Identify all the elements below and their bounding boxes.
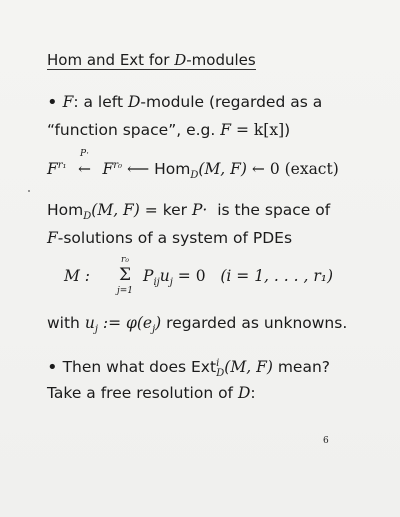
long-left-arrow-icon: ⟵ — [126, 160, 150, 178]
left-arrow-icon: ← — [78, 160, 91, 178]
scan-speck — [28, 190, 30, 192]
last-text: Take a free resolution of — [47, 384, 234, 402]
hom-subscript: D — [190, 170, 199, 182]
p-dot: P· — [191, 201, 208, 219]
exact-tail: ← 0 (exact) — [251, 160, 339, 178]
polynomial-ring: k[x] — [253, 121, 285, 139]
symbol-f: F — [47, 229, 58, 247]
arrow-p — [72, 149, 98, 178]
bullet2-line — [47, 357, 330, 380]
colon: : — [73, 93, 79, 111]
title-part-1: Hom and Ext for — [47, 51, 175, 69]
bullet1-text1: a left — [83, 93, 124, 111]
ext-indices: $^i_D$ — [216, 357, 225, 380]
colon: : — [250, 384, 256, 402]
arrow-label: P· — [80, 149, 89, 159]
solutions-line — [47, 231, 292, 247]
sigma-icon: Σ — [118, 265, 132, 285]
with-word: with — [47, 314, 80, 332]
system-body — [143, 267, 333, 289]
title-d: D — [174, 51, 187, 69]
hom-word: Hom — [154, 160, 191, 178]
symbol-f: F — [220, 121, 232, 139]
symbol-f: F — [62, 93, 74, 111]
kernel-tail: is the space of — [217, 201, 331, 219]
kernel-line — [47, 201, 331, 223]
unknowns-tail: regarded as unknowns. — [166, 314, 348, 332]
unknowns-line — [47, 314, 348, 336]
hom-args: (M, F) — [91, 201, 140, 219]
kernel-mid: = ker — [144, 201, 188, 219]
bullet-icon: • — [47, 357, 58, 378]
bullet1-line1 — [47, 94, 322, 112]
sum-upper: r₀ — [121, 255, 129, 265]
system-lhs: M : — [64, 267, 91, 285]
last-line — [47, 386, 256, 402]
solutions-text: -solutions of a system of PDEs — [57, 229, 293, 247]
bullet1-tail: -module (regarded as a — [140, 93, 323, 111]
exact-sequence — [47, 149, 339, 182]
bullet-icon: • — [47, 92, 58, 113]
close-paren: ) — [284, 121, 291, 139]
p-ij-u-j: $P_{ij}u_j$ — [143, 267, 173, 289]
f-r1: $F^{r_1}$ — [47, 159, 67, 178]
f-r0: $F^{r_0}$ — [102, 159, 122, 178]
page-number: 6 — [323, 436, 329, 446]
bullet2-text-after: mean? — [277, 358, 330, 376]
ext-args: (M, F) — [224, 358, 273, 376]
hom-word: Hom — [47, 201, 84, 219]
symbol-d: D — [237, 384, 251, 402]
sum-lower: j=1 — [116, 286, 134, 296]
equals-sign: = — [235, 121, 249, 139]
index-range: (i = 1, . . . , r₁) — [220, 267, 333, 285]
symbol-d: D — [127, 93, 141, 111]
u-j-def: $u_j$ := $\varphi(e_j)$ — [84, 314, 162, 336]
bullet1-line2 — [47, 123, 290, 139]
ext-word: Ext — [191, 358, 217, 376]
hom-subscript: D — [83, 211, 92, 223]
bullet2-text-before: Then what does — [62, 358, 187, 376]
slide-title — [47, 53, 256, 70]
equals-zero: = 0 — [177, 267, 206, 285]
bullet1-text2: “function space”, e.g. — [47, 121, 216, 139]
title-part-2: -modules — [186, 51, 256, 69]
hom-args: (M, F) — [198, 160, 247, 178]
